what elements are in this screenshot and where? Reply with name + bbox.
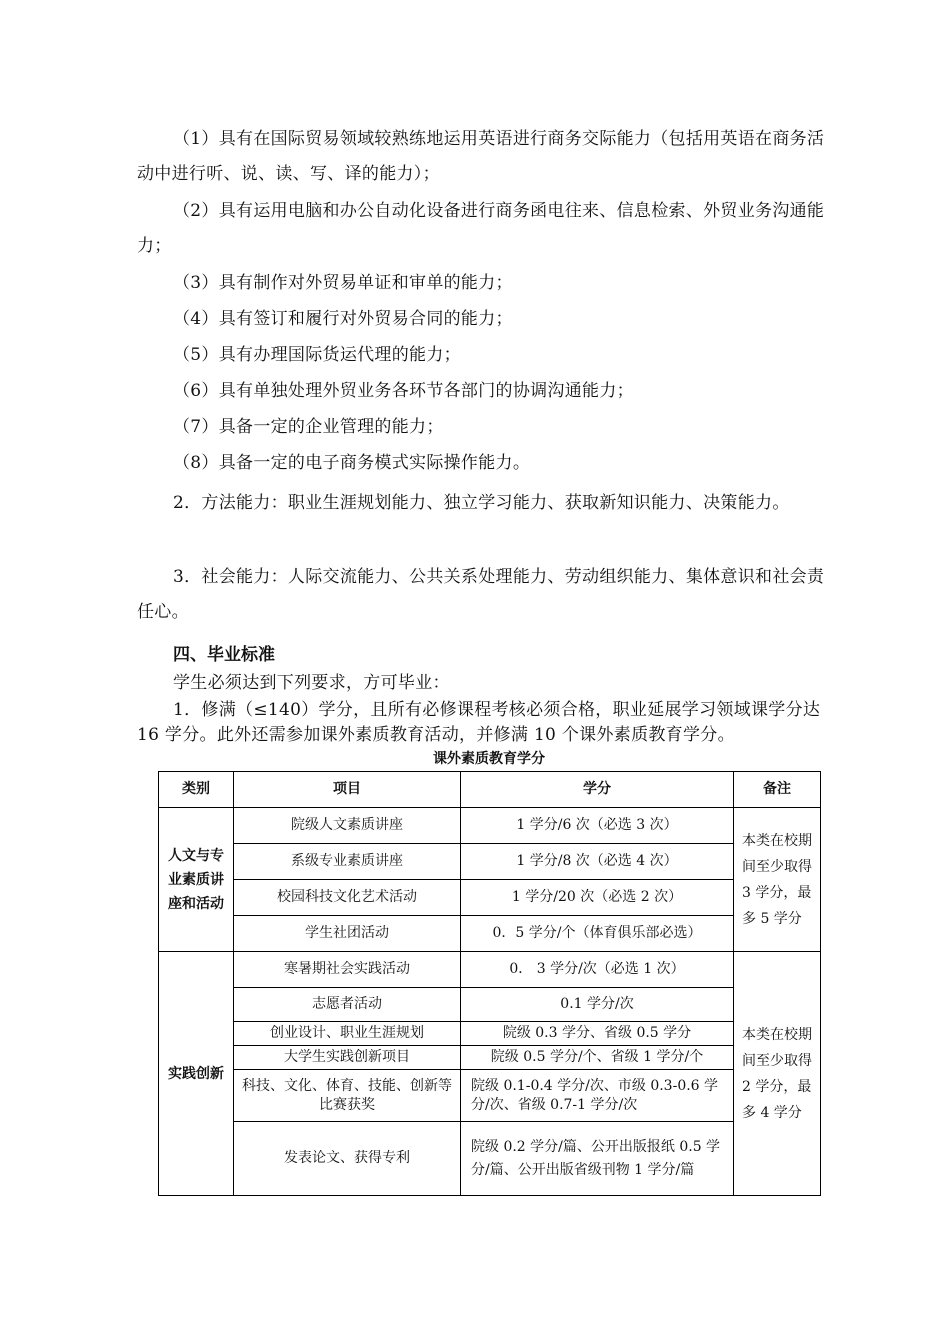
item-cell: 大学生实践创新项目 — [234, 1046, 461, 1070]
ability-item-7: （7）具备一定的企业管理的能力； — [173, 417, 444, 437]
table-header-row — [159, 772, 821, 808]
credit-cell: 1 学分/8 次（必选 4 次） — [461, 844, 734, 880]
social-ability: 3．社会能力：人际交流能力、公共关系处理能力、劳动组织能力、集体意识和社会责任心。 — [137, 567, 825, 622]
ability-item-4: （4）具有签订和履行对外贸易合同的能力； — [173, 309, 513, 329]
credits-table — [158, 771, 821, 1196]
credit-cell: 院级 0.3 学分、省级 0.5 学分 — [461, 1022, 734, 1046]
item-cell: 发表论文、获得专利 — [234, 1122, 461, 1196]
header-category: 类别 — [159, 772, 234, 808]
credit-cell: 院级 0.1-0.4 学分/次、市级 0.3-0.6 学分/次、省级 0.7-1 学分/次 — [461, 1070, 734, 1122]
credit-cell: 1 学分/6 次（必选 3 次） — [461, 808, 734, 844]
table-row — [159, 1070, 821, 1122]
item-cell: 科技、文化、体育、技能、创新等比赛获奖 — [234, 1070, 461, 1122]
item-cell: 院级人文素质讲座 — [234, 808, 461, 844]
header-credit: 学分 — [461, 772, 734, 808]
table-row — [159, 1122, 821, 1196]
graduation-requirement: 1．修满（≤140）学分，且所有必修课程考核必须合格，职业延展学习领域课学分达 16 学分。此外还需参加课外素质教育活动，并修满 10 个课外素质教育学分。 — [137, 700, 821, 745]
ability-item-2: （2）具有运用电脑和办公自动化设备进行商务函电往来、信息检索、外贸业务沟通能力； — [137, 201, 825, 256]
table-row — [159, 1022, 821, 1046]
credit-cell: 院级 0.2 学分/篇、公开出版报纸 0.5 学分/篇、公开出版省级刊物 1 学分/篇 — [461, 1122, 734, 1196]
category-cell: 实践创新 — [159, 952, 234, 1196]
table-row — [159, 916, 821, 952]
credit-cell: 院级 0.5 学分/个、省级 1 学分/个 — [461, 1046, 734, 1070]
item-cell: 创业设计、职业生涯规划 — [234, 1022, 461, 1046]
note-cell: 本类在校期间至少取得 2 学分，最多 4 学分 — [734, 952, 821, 1196]
table-row — [159, 808, 821, 844]
credit-cell: 0.1 学分/次 — [461, 988, 734, 1022]
category-cell: 人文与专业素质讲座和活动 — [159, 808, 234, 952]
item-cell: 志愿者活动 — [234, 988, 461, 1022]
item-cell: 学生社团活动 — [234, 916, 461, 952]
item-cell: 系级专业素质讲座 — [234, 844, 461, 880]
table-row — [159, 952, 821, 988]
section-heading: 四、毕业标准 — [173, 645, 275, 665]
table-row — [159, 880, 821, 916]
ability-item-5: （5）具有办理国际货运代理的能力； — [173, 345, 461, 365]
item-cell: 寒暑期社会实践活动 — [234, 952, 461, 988]
ability-item-1: （1）具有在国际贸易领域较熟练地运用英语进行商务交际能力（包括用英语在商务活动中进行听、说、读、写、译的能力）； — [137, 129, 825, 184]
ability-item-8: （8）具备一定的电子商务模式实际操作能力。 — [173, 453, 531, 473]
table-row — [159, 988, 821, 1022]
note-cell: 本类在校期间至少取得 3 学分，最多 5 学分 — [734, 808, 821, 952]
ability-item-3: （3）具有制作对外贸易单证和审单的能力； — [173, 273, 513, 293]
credit-cell: 0． 3 学分/次（必选 1 次） — [461, 952, 734, 988]
graduation-intro: 学生必须达到下列要求，方可毕业： — [173, 673, 450, 693]
table-caption: 课外素质教育学分 — [433, 751, 545, 767]
table-row — [159, 844, 821, 880]
header-note: 备注 — [734, 772, 821, 808]
credit-cell: 0．5 学分/个（体育俱乐部必选） — [461, 916, 734, 952]
ability-item-6: （6）具有单独处理外贸业务各环节各部门的协调沟通能力； — [173, 381, 634, 401]
table-row — [159, 1046, 821, 1070]
method-ability: 2．方法能力：职业生涯规划能力、独立学习能力、获取新知识能力、决策能力。 — [173, 493, 790, 513]
item-cell: 校园科技文化艺术活动 — [234, 880, 461, 916]
credit-cell: 1 学分/20 次（必选 2 次） — [461, 880, 734, 916]
header-item: 项目 — [234, 772, 461, 808]
